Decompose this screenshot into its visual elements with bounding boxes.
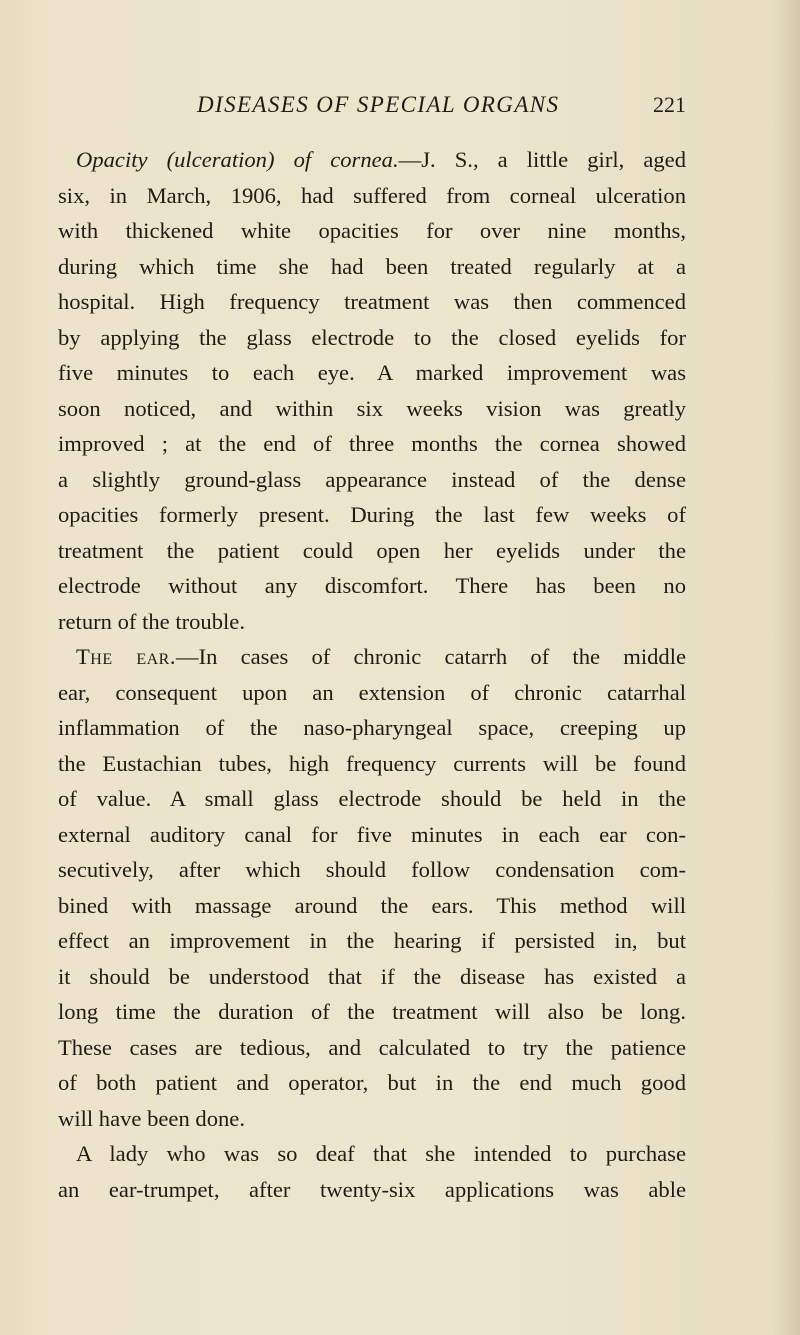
text-line: return of the trouble. <box>58 608 245 634</box>
page-number: 221 <box>653 92 686 117</box>
running-head: DISEASES OF SPECIAL ORGANS <box>197 92 560 117</box>
text-line: ear, consequent upon an extension of chronic catarrhal <box>58 679 686 705</box>
text-line: by applying the glass electrode to the closed eyelids for <box>58 324 686 350</box>
paragraph-cornea <box>58 142 686 639</box>
text-line: treatment the patient could open her eyelids under the <box>58 537 686 563</box>
text-line: external auditory canal for five minutes in each ear con- <box>58 821 686 847</box>
paragraph-lady <box>58 1136 686 1207</box>
text-line: of value. A small glass electrode should be held in the <box>58 786 686 811</box>
text-line: soon noticed, and within six weeks vision was greatly <box>58 395 686 421</box>
text-line: These cases are tedious, and calculated to try the patience <box>58 1034 686 1060</box>
text-line: effect an improvement in the hearing if persisted in, but <box>58 928 686 953</box>
text-line: of both patient and operator, but in the end much good <box>58 1070 686 1095</box>
text-line: will have been done. <box>58 1105 245 1131</box>
text-line: long time the duration of the treatment will also be long. <box>58 999 686 1024</box>
body-text <box>58 142 686 1207</box>
page-edge-shadow <box>772 0 800 1335</box>
text-line: the Eustachian tubes, high frequency currents will be found <box>58 750 686 776</box>
text-line: an ear-trumpet, after twenty-six applications was able <box>58 1176 686 1202</box>
section-lead-ear: The ear. <box>76 644 176 669</box>
text-line: six, in March, 1906, had suffered from corneal ulceration <box>58 182 686 208</box>
text-line: a slightly ground-glass appearance instead of the dense <box>58 466 686 492</box>
section-lead-cornea: Opacity (ulceration) of cornea. <box>76 147 399 172</box>
text-line: during which time she had been treated regularly at a <box>58 253 686 279</box>
text-line: bined with massage around the ears. This method will <box>58 892 686 918</box>
text-line: secutively, after which should follow condensation com- <box>58 857 686 882</box>
text-line: A lady who was so deaf that she intended to purchase <box>76 1141 686 1166</box>
text-line: with thickened white opacities for over nine months, <box>58 218 686 243</box>
text-line: opacities formerly present. During the last few weeks of <box>58 502 686 527</box>
paragraph-ear <box>58 639 686 1136</box>
text-line: The ear.—In cases of chronic catarrh of the middle <box>76 644 686 669</box>
text-line: hospital. High frequency treatment was then commenced <box>58 289 686 314</box>
text-line: improved ; at the end of three months the cornea showed <box>58 431 686 456</box>
text-line: five minutes to each eye. A marked improvement was <box>58 360 686 385</box>
text-line: electrode without any discomfort. There has been no <box>58 573 686 598</box>
text-line: it should be understood that if the disease has existed a <box>58 963 686 989</box>
text-line: inflammation of the naso-pharyngeal space, creeping up <box>58 715 686 740</box>
page-header <box>60 92 686 122</box>
text-line: Opacity (ulceration) of cornea.—J. S., a little girl, aged <box>76 147 686 172</box>
